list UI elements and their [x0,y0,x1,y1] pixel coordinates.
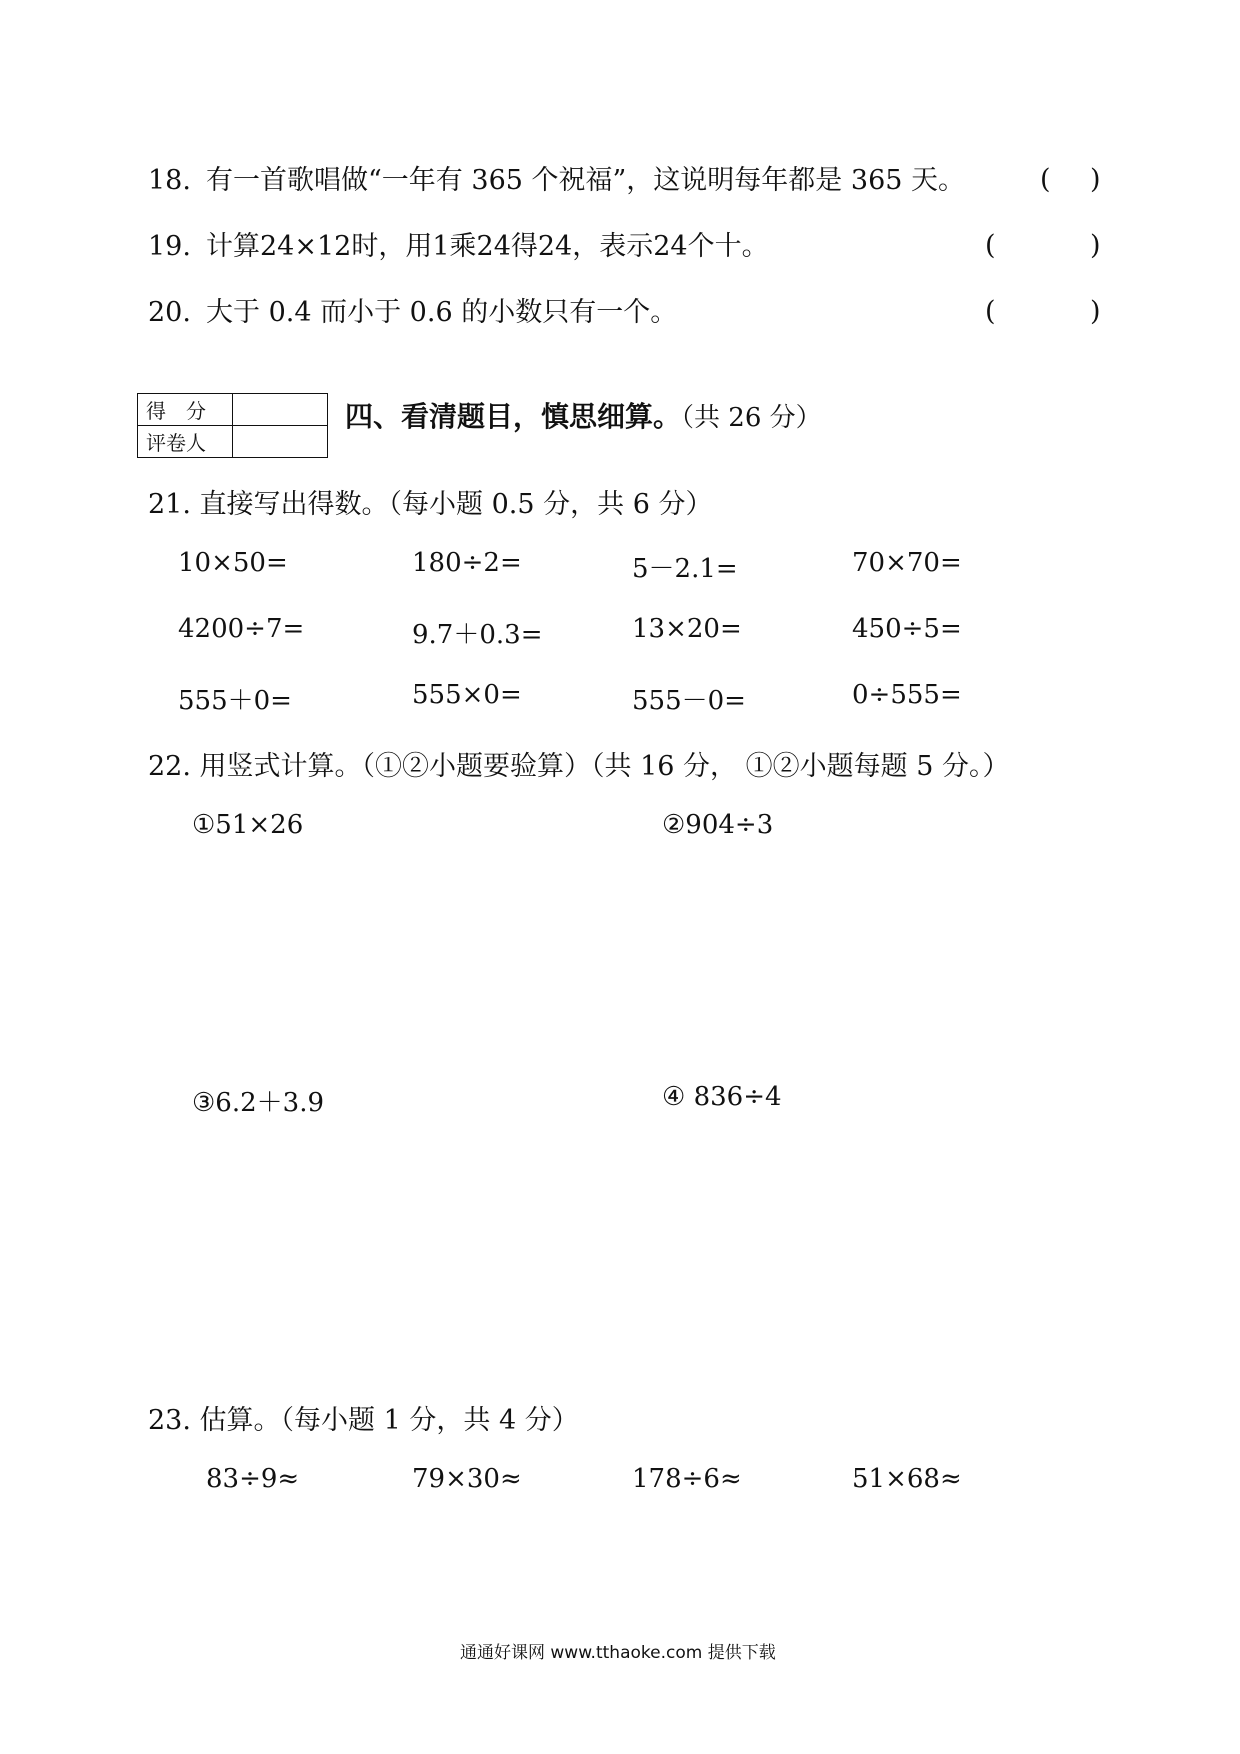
tf-item-20 [148,296,677,330]
section-header [345,395,822,435]
q22-item: ②904÷3 [662,810,774,840]
q21-cell: 555＋0= [178,686,292,716]
q22-item: ④ 836÷4 [662,1082,782,1112]
section-title: 四、看清题目，慎思细算。 [345,400,682,433]
q21-cell: 555×0= [412,680,522,710]
tf-item-18 [148,164,965,198]
item-number: 19. [148,231,191,262]
score-label: 得 分 [138,394,233,426]
answer-paren-close: ) [1090,230,1101,261]
tf-item-19 [148,230,769,264]
q23-item: 178÷6≈ [632,1464,742,1494]
item-number: 18. [148,165,191,196]
q21-cell: 4200÷7= [178,614,305,644]
grader-label: 评卷人 [138,426,233,458]
grader-box[interactable] [233,426,328,458]
score-box[interactable] [233,394,328,426]
item-text: 大于 0.4 而小于 0.6 的小数只有一个。 [206,297,678,328]
q23-title: 23. 估算。（每小题 1 分，共 4 分） [148,1405,579,1436]
q21-cell: 5－2.1= [632,554,738,584]
q23-item: 79×30≈ [412,1464,522,1494]
q21-cell: 10×50= [178,548,288,578]
q21-cell: 180÷2= [412,548,522,578]
q22-item: ③6.2＋3.9 [192,1088,325,1118]
answer-paren-close: ) [1090,164,1101,195]
q21-cell: 0÷555= [852,680,962,710]
item-text: 有一首歌唱做“一年有 365 个祝福”，这说明每年都是 365 天。 [206,165,966,196]
q21-cell: 13×20= [632,614,742,644]
answer-paren-open: ( [985,296,996,327]
answer-paren-open: ( [985,230,996,261]
q21-cell: 9.7＋0.3= [412,620,543,650]
answer-paren-open: ( [1040,164,1051,195]
q22-item: ①51×26 [192,810,304,840]
page-footer: 通通好课网 www.tthaoke.com 提供下载 [460,1643,776,1663]
section-points: （共 26 分） [681,403,822,433]
q23-item: 51×68≈ [852,1464,962,1494]
q23-item: 83÷9≈ [206,1464,300,1494]
item-text: 计算24×12时，用1乘24得24，表示24个十。 [206,231,769,262]
score-table [137,393,328,458]
q22-title: 22. 用竖式计算。（①②小题要验算）（共 16 分， ①②小题每题 5 分。） [148,751,1010,782]
answer-paren-close: ) [1090,296,1101,327]
item-number: 20. [148,297,191,328]
q21-title: 21. 直接写出得数。（每小题 0.5 分，共 6 分） [148,489,713,520]
q21-cell: 555－0= [632,686,746,716]
q21-cell: 70×70= [852,548,962,578]
q21-cell: 450÷5= [852,614,962,644]
